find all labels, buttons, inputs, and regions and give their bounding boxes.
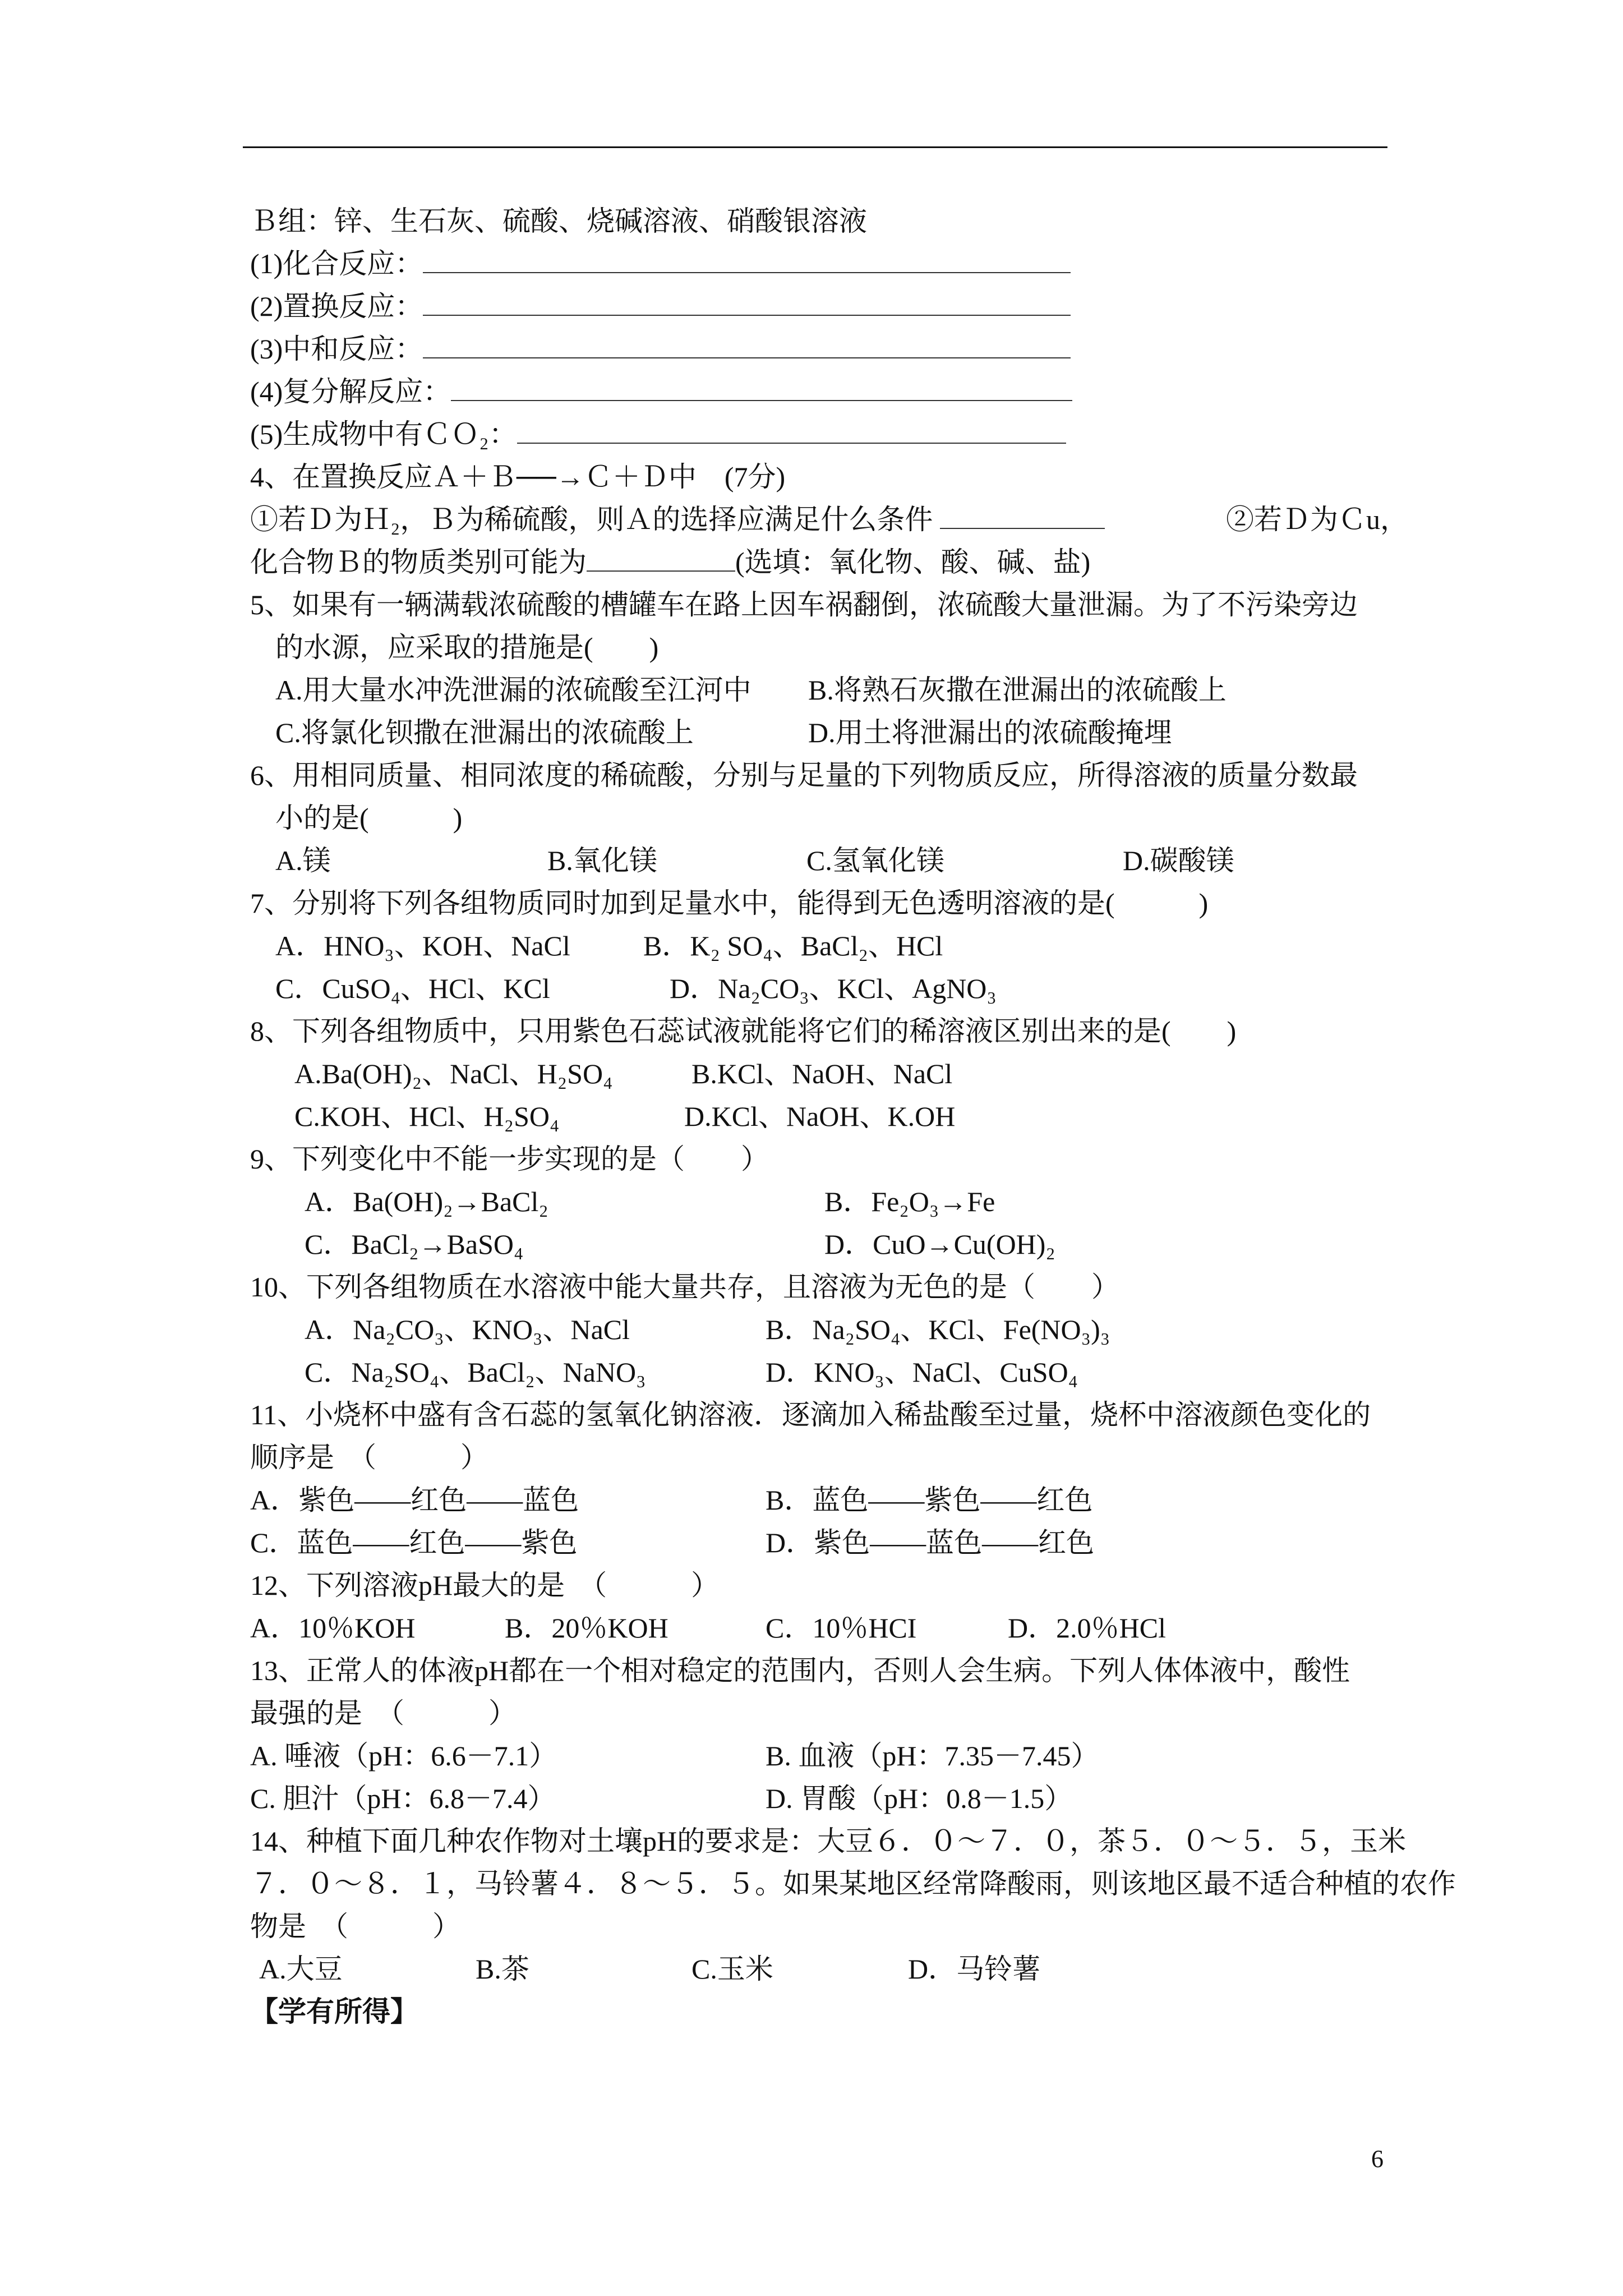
q4-line2-suffix: (选填：氧化物、酸、碱、盐) [735,546,1091,578]
q4-line2-prefix: 化合物Ｂ的物质类别可能为 [250,546,587,578]
option-b: B．蓝色——紫色——红色 [766,1484,1093,1516]
q13-options-row-1 [250,1739,1484,1782]
option-a: A.用大量水冲洗泄漏的浓硫酸至江河中 [275,674,751,706]
q11-stem-line-2 [250,1441,1484,1483]
option-a: A．Na₂CO₃、KNO₃、NaCl [305,1314,630,1345]
option-d: D．紫色——蓝色——红色 [766,1527,1095,1558]
option-b: B．Fe₂O₃→Fe [824,1186,995,1217]
option-d: D．Na₂CO₃、KCl、AgNO₃ [670,973,997,1004]
answer-blank [423,333,1071,358]
question-text: 10、下列各组物质在水溶液中能大量共存，且溶液为无色的是（ ） [250,1271,1119,1303]
answer-blank [940,503,1105,529]
question-text: 14、种植下面几种农作物对土壤pH的要求是：大豆６．０～７．０，茶５．０～５．５，玉米 [250,1825,1407,1857]
option-b: B. 血液（pH：7.35－7.45） [766,1740,1099,1772]
option-c: C．BaCl₂→BaSO₄ [305,1228,524,1260]
answer-blank [587,546,735,572]
question-text: 最强的是 （ ） [250,1697,517,1729]
item-label: (4)复分解反应： [250,376,451,407]
question-text: 4、在置换反应Ａ＋Ｂ──→Ｃ＋Ｄ中 (7分) [250,461,786,493]
q11-stem-line-1 [250,1398,1484,1441]
summary-heading [250,1995,1484,2037]
option-d: D．马铃薯 [908,1953,1041,1985]
option-c: C．10％HCI [766,1612,917,1644]
q8-options-row-1 [250,1057,1484,1099]
question-text: 小的是( ) [275,802,463,834]
option-a: A.镁 [275,845,331,876]
q14-stem-line-1 [250,1824,1484,1867]
answer-blank [517,418,1066,444]
b-group-item-1 [250,247,1484,289]
q13-options-row-2 [250,1782,1484,1824]
option-a: A．紫色——红色——蓝色 [250,1484,579,1516]
b-group-item-3 [250,332,1484,375]
q4-part1-text: ①若Ｄ为Ｈ₂，Ｂ为稀硫酸，则Ａ的选择应满足什么条件 [250,504,933,535]
option-c: C.玉米 [691,1953,773,1985]
answer-blank [423,247,1071,273]
option-d: D. 胃酸（pH：0.8－1.5） [766,1783,1073,1814]
q6-options-row [250,844,1484,886]
option-c: C.KOH、HCl、H₂SO₄ [294,1101,560,1132]
option-c: C. 胆汁（pH：6.8－7.4） [250,1783,556,1814]
q11-options-row-2 [250,1526,1484,1568]
question-text: 9、下列变化中不能一步实现的是（ ） [250,1143,769,1175]
option-a: A.Ba(OH)₂、NaCl、H₂SO₄ [294,1058,613,1089]
worksheet-body [250,204,1484,2037]
answer-blank [451,375,1072,401]
q9-options-row-1 [250,1185,1484,1227]
q11-options-row-1 [250,1483,1484,1526]
option-b: B.将熟石灰撒在泄漏出的浓硫酸上 [808,674,1227,706]
option-d: D.用土将泄漏出的浓硫酸掩埋 [808,717,1172,748]
b-group-heading-text: Ｂ组：锌、生石灰、硫酸、烧碱溶液、硝酸银溶液 [250,205,867,237]
q10-stem [250,1270,1484,1313]
option-b: B．Na₂SO₄、KCl、Fe(NO₃)₃ [766,1314,1110,1345]
q14-options-row [250,1952,1484,1995]
item-label: (3)中和反应： [250,333,423,365]
option-d: D．2.0％HCl [1008,1612,1166,1644]
option-c: C．Na₂SO₄、BaCl₂、NaNO₃ [305,1356,646,1388]
q7-options-row-1 [250,929,1484,972]
q14-stem-line-2 [250,1867,1484,1910]
option-c: C.氢氧化镁 [806,845,944,876]
b-group-item-4 [250,375,1484,417]
question-text: ７．０～８．１，马铃薯４．８～５．５。如果某地区经常降酸雨，则该地区最不适合种植的农作 [250,1868,1456,1899]
option-b: B．20％KOH [505,1612,668,1644]
q13-stem-line-1 [250,1654,1484,1696]
q5-stem-line-1 [250,588,1484,631]
option-b: B．K₂ SO₄、BaCl₂、HCl [643,930,943,961]
page-number: 6 [1371,2145,1384,2173]
q10-options-row-2 [250,1355,1484,1398]
q14-stem-line-3 [250,1910,1484,1952]
option-b: B.KCl、NaOH、NaCl [691,1058,953,1089]
b-group-heading [250,204,1484,247]
option-d: D.碳酸镁 [1123,845,1234,876]
q5-options-row-1 [250,673,1484,716]
b-group-item-2 [250,289,1484,332]
question-text: 8、下列各组物质中，只用紫色石蕊试液就能将它们的稀溶液区别出来的是( ) [250,1015,1237,1047]
option-c: C.将氯化钡撒在泄漏出的浓硫酸上 [275,717,694,748]
option-c: C．CuSO₄、HCl、KCl [275,973,550,1004]
option-a: A. 唾液（pH：6.6－7.1） [250,1740,557,1772]
q12-stem [250,1568,1484,1611]
q6-stem-line-1 [250,758,1484,801]
q9-options-row-2 [250,1227,1484,1270]
option-c: C．蓝色——红色——紫色 [250,1527,578,1558]
option-a: A.大豆 [259,1953,343,1985]
q8-options-row-2 [250,1099,1484,1142]
question-text: 顺序是 （ ） [250,1442,488,1473]
question-text: 13、正常人的体液pH都在一个相对稳定的范围内，否则人会生病。下列人体体液中，酸性 [250,1655,1350,1686]
summary-heading-text: 【学有所得】 [250,1996,418,2027]
question-text: 5、如果有一辆满载浓硫酸的槽罐车在路上因车祸翻倒，浓硫酸大量泄漏。为了不污染旁边 [250,589,1358,620]
question-text: 7、分别将下列各组物质同时加到足量水中，能得到无色透明溶液的是( ) [250,887,1209,919]
q4-stem [250,460,1484,503]
q7-stem [250,886,1484,929]
q6-stem-line-2 [250,801,1484,844]
q8-stem [250,1014,1484,1057]
q4-line-2 [250,545,1484,588]
question-text: 的水源，应采取的措施是( ) [275,632,659,663]
q5-options-row-2 [250,716,1484,758]
option-d: D．CuO→Cu(OH)₂ [824,1228,1055,1260]
option-b: B.茶 [476,1953,529,1985]
q13-stem-line-2 [250,1696,1484,1739]
option-a: A．Ba(OH)₂→BaCl₂ [305,1186,548,1217]
question-text: 物是 （ ） [250,1911,460,1942]
option-a: A．HNO₃、KOH、NaCl [275,930,570,961]
b-group-item-5 [250,417,1484,460]
item-label: (2)置换反应： [250,291,423,322]
q9-stem [250,1142,1484,1185]
question-text: 12、下列溶液pH最大的是 （ ） [250,1570,720,1601]
q12-options-row [250,1611,1484,1654]
q10-options-row-1 [250,1313,1484,1355]
option-d: D．KNO₃、NaCl、CuSO₄ [766,1356,1078,1388]
question-text: 6、用相同质量、相同浓度的稀硫酸，分别与足量的下列物质反应，所得溶液的质量分数最 [250,760,1358,791]
item-label: (1)化合反应： [250,248,423,279]
q5-stem-line-2 [250,631,1484,673]
option-a: A．10％KOH [250,1612,416,1644]
answer-blank [423,290,1071,316]
q7-options-row-2 [250,972,1484,1014]
item-label: (5)生成物中有ＣＯ₂： [250,418,517,450]
option-b: B.氧化镁 [547,845,657,876]
option-d: D.KCl、NaOH、K.OH [684,1101,956,1132]
q4-line-1 [250,503,1484,545]
question-text: 11、小烧杯中盛有含石蕊的氢氧化钠溶液．逐滴加入稀盐酸至过量，烧杯中溶液颜色变化的 [250,1399,1371,1430]
q4-part2-text: ②若Ｄ为Ｃu， [1226,504,1408,535]
header-rule [243,146,1387,148]
